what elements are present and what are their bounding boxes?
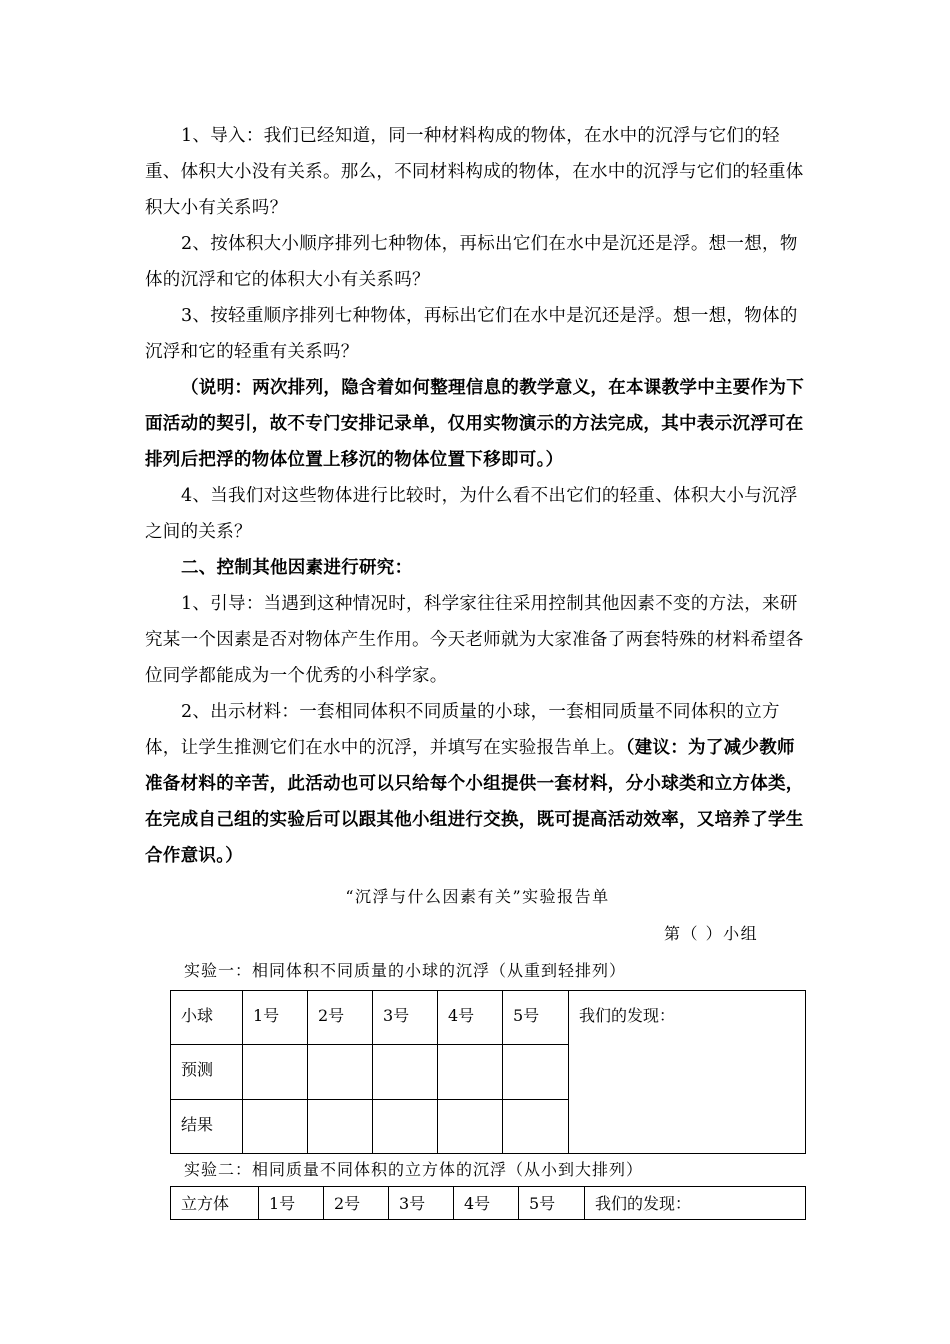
exp2-finding-cell: 我们的发现： xyxy=(585,1187,806,1220)
section-heading: 二、控制其他因素进行研究： xyxy=(181,558,413,578)
paragraph-weight-order: 3、按轻重顺序排列七种物体，再标出它们在水中是沉还是浮。想一想，物体的沉浮和它的轻重有关系吗？ xyxy=(145,306,798,362)
exp2-header-cell: 4号 xyxy=(454,1187,519,1220)
exp1-header-cell: 5号 xyxy=(503,991,569,1045)
exp1-empty-cell xyxy=(243,1045,308,1100)
exp2-header-cell: 1号 xyxy=(259,1187,324,1220)
paragraph-intro: 1、导入：我们已经知道，同一种材料构成的物体，在水中的沉浮与它们的轻重、体积大小没有关系。那么，不同材料构成的物体，在水中的沉浮与它们的轻重体积大小有关系吗？ xyxy=(145,126,804,218)
paragraph-guide: 1、引导：当遇到这种情况时，科学家往往采用控制其他因素不变的方法，来研究某一个因素是否对物体产生作用。今天老师就为大家准备了两套特殊的材料希望各位同学都能成为一个优秀的小科学家。 xyxy=(145,594,804,686)
exp2-header-cell: 立方体 xyxy=(171,1187,259,1220)
exp1-empty-cell xyxy=(438,1045,503,1100)
exp1-row-label: 结果 xyxy=(171,1100,243,1154)
exp1-row-label: 预测 xyxy=(171,1045,243,1100)
exp1-empty-cell xyxy=(373,1045,438,1100)
group-label: 第（ ）小组 xyxy=(664,924,759,943)
paragraph-volume-order: 2、按体积大小顺序排列七种物体，再标出它们在水中是沉还是浮。想一想，物体的沉浮和它的体积大小有关系吗？ xyxy=(145,234,798,290)
exp1-empty-cell xyxy=(373,1100,438,1154)
exp1-finding-cell: 我们的发现： xyxy=(569,991,806,1154)
exp2-table xyxy=(170,1186,806,1220)
exp1-empty-cell xyxy=(308,1100,373,1154)
exp1-empty-cell xyxy=(503,1100,569,1154)
exp2-title: 实验二：相同质量不同体积的立方体的沉浮（从小到大排列） xyxy=(184,1160,644,1179)
exp1-empty-cell xyxy=(438,1100,503,1154)
materials-text: 2、出示材料：一套相同体积不同质量的小球，一套相同质量不同体积的立方体，让学生推测它们在水中的沉浮，并填写在实验报告单上。 xyxy=(145,702,780,758)
document-body xyxy=(145,118,810,874)
report-title: “沉浮与什么因素有关”实验报告单 xyxy=(345,887,610,906)
exp1-header-cell: 2号 xyxy=(308,991,373,1045)
materials-suggestion: （建议：为了减少教师准备材料的辛苦，此活动也可以只给每个小组提供一套材料，分小球类和立方体类，在完成自己组的实验后可以跟其他小组进行交换，既可提高活动效率，又培养了学生合作意识。） xyxy=(145,738,804,866)
exp1-header-cell: 4号 xyxy=(438,991,503,1045)
paragraph-question: 4、当我们对这些物体进行比较时，为什么看不出它们的轻重、体积大小与沉浮之间的关系？ xyxy=(145,486,798,542)
paragraph-note: （说明：两次排列，隐含着如何整理信息的教学意义，在本课教学中主要作为下面活动的契引，故不专门安排记录单，仅用实物演示的方法完成，其中表示沉浮可在排列后把浮的物体位置上移沉的物体位置下移即可。） xyxy=(145,378,804,470)
exp1-empty-cell xyxy=(243,1100,308,1154)
exp1-header-cell: 小球 xyxy=(171,991,243,1045)
paragraph-materials xyxy=(145,694,810,874)
exp1-empty-cell xyxy=(503,1045,569,1100)
exp1-table xyxy=(170,990,806,1154)
exp1-title: 实验一：相同体积不同质量的小球的沉浮（从重到轻排列） xyxy=(184,961,627,980)
exp2-header-cell: 3号 xyxy=(389,1187,454,1220)
exp2-header-cell: 5号 xyxy=(519,1187,585,1220)
exp1-header-cell: 3号 xyxy=(373,991,438,1045)
exp2-header-cell: 2号 xyxy=(324,1187,389,1220)
exp1-empty-cell xyxy=(308,1045,373,1100)
exp1-header-cell: 1号 xyxy=(243,991,308,1045)
